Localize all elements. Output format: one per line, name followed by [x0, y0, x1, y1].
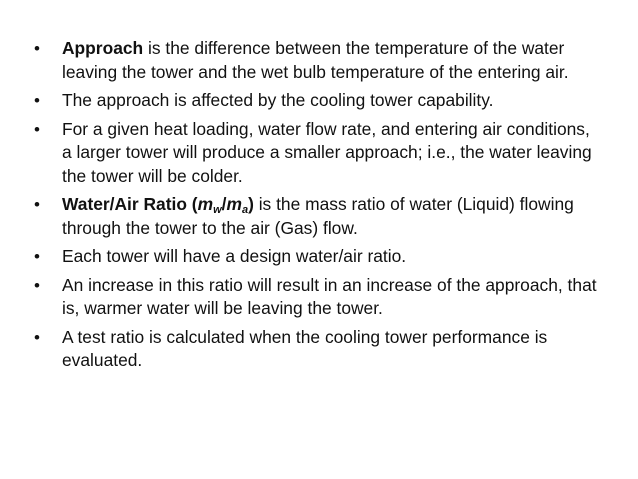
- symbol-m-w: m: [197, 194, 214, 214]
- term-water-air-ratio: [62, 194, 254, 214]
- bullet-item-ratio-increase: [34, 274, 604, 321]
- bullet-marker: •: [34, 327, 40, 347]
- term-suffix: ): [248, 194, 254, 214]
- bullet-item-approach-definition: [34, 37, 604, 84]
- bullet-text: An increase in this ratio will result in an increase of the approach, that is, warmer water will be leaving the tower.: [62, 274, 597, 318]
- subscript-a: a: [241, 204, 249, 216]
- bullet-text: The approach is affected by the cooling tower capability.: [62, 90, 494, 110]
- bullet-marker: •: [34, 39, 40, 58]
- bullet-item-approach-capability: [34, 89, 604, 113]
- symbol-m-a: m: [226, 194, 242, 214]
- bullet-marker: •: [34, 247, 40, 266]
- bullet-text: is the mass ratio of water (Liquid) flowing through the tower to the air (Gas) flow.: [62, 194, 574, 238]
- bullet-marker: •: [34, 195, 40, 214]
- bullet-text: For a given heat loading, water flow rate, and entering air conditions, a larger tower will produce a smaller approach; i.e., the water leaving the tower will be colder.: [62, 118, 592, 186]
- symbol-slash: /: [221, 194, 227, 214]
- bullet-text: is the difference between the temperature of the water leaving the tower and the wet bulb temperature of the entering air.: [62, 38, 569, 82]
- term-prefix: Water/Air Ratio (: [62, 194, 198, 214]
- bullet-item-test-ratio: [34, 326, 604, 373]
- bullet-text: A test ratio is calculated when the cooling tower performance is evaluated.: [62, 326, 548, 370]
- bullet-item-water-air-ratio: [34, 193, 604, 240]
- bullet-item-larger-tower: [34, 118, 604, 189]
- bullet-marker: •: [34, 91, 40, 110]
- term-approach: Approach: [62, 38, 144, 58]
- bullet-list: [34, 37, 604, 378]
- bullet-text: Each tower will have a design water/air ratio.: [62, 246, 407, 266]
- bullet-marker: •: [34, 119, 40, 139]
- bullet-marker: •: [34, 275, 40, 295]
- bullet-item-design-ratio: [34, 245, 604, 269]
- subscript-w: w: [213, 204, 222, 216]
